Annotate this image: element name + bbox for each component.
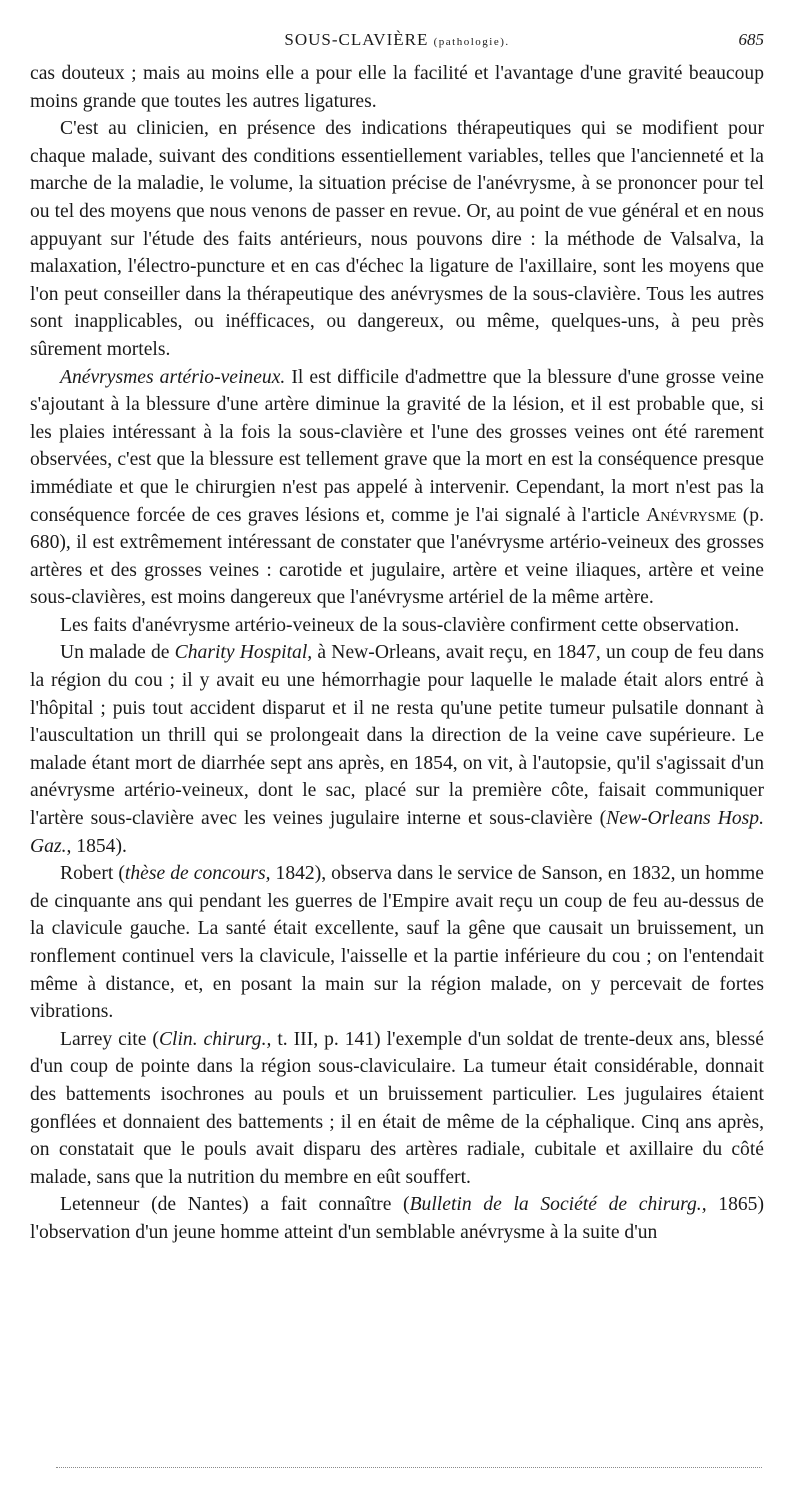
running-header [30, 30, 764, 52]
citation: New-Orleans Hosp. Gaz. [30, 808, 764, 857]
paragraph: Robert (thèse de concours, 1842), observa dans le service de Sanson, en 1832, un homme de cinquante ans qui pendant les guerres de l'Empire avait reçu un coup de feu au-dessus de la clavicule gauche. La santé était excellente, sauf la gêne que causait un bruissement, un ronflement continuel vers la clavicule, l'aisselle et la partie inférieure du cou ; on l'entendait même à distance, et, en posant la main sur la région malade, on y percevait de fortes vibrations. [30, 863, 764, 1023]
header-subtitle: (pathologie). [433, 36, 510, 48]
paragraph: Les faits d'anévrysme artério-veineux de la sous-clavière confirment cette observation. [60, 614, 740, 636]
citation: Clin. chirurg., [158, 1028, 272, 1050]
paragraph: Larrey cite (Clin. chirurg., t. III, p. 141) l'exemple d'un soldat de trente-deux ans, blessé d'un coup de pointe dans la région sous-claviculaire. La tumeur était considérable, donnait des battements isochrones au pouls et un bruissement particulier. Les jugulaires étaient gonflées et donnaient des battements ; il en était de même de la céphalique. Cinq ans après, on constatait que le pouls avait disparu des artères radiale, cubitale et axillaire du côté malade, sans que la nutrition du membre en eût souffert. [30, 1028, 765, 1188]
citation: Bulletin de la Société de chirurg., [409, 1194, 707, 1216]
cross-reference: Anévrysme [646, 504, 737, 526]
paragraph: C'est au clinicien, en présence des indications thérapeutiques qui se modifient pour chaque malade, suivant des conditions essentiellement variables, telles que l'ancienneté et la marche de la maladie, le volume, la situation précise de l'anévrysme, à se prononcer pour tel ou tel des moyens que nous venons de passer en revue. Or, au point de vue général et en nous appuyant sur l'étude des faits antérieurs, nous pouvons dire : la méthode de Valsalva, la malaxation, l'électro-puncture et en cas d'échec la ligature de l'axillaire, sont les moyens que l'on peut conseiller dans la thérapeutique des anévrysmes de la sous-clavière. Tous les autres sont inapplicables, ou inéfficaces, ou dangereux, ou même, quelques-uns, à peu près sûrement mortels. [30, 118, 764, 360]
header-title [30, 30, 764, 50]
footer-rule [56, 1467, 762, 1468]
citation: Charity Hospital, [174, 642, 313, 664]
paragraph: Anévrysmes artério-veineux. Il est difficile d'admettre que la blessure d'une grosse veine s'ajoutant à la blessure d'une artère diminue la gravité de la lésion, et il est probable que, si les plaies intéressant à la fois la sous-clavière et l'une des grosses veines ont été rarement observées, c'est que la blessure est tellement grave que la mort en est la conséquence presque immédiate et que le chirurgien n'est pas appelé à intervenir. Cependant, la mort n'est pas la conséquence forcée de ces graves lésions et, comme je l'ai signalé à l'article Anévrysme (p. 680), il est extrêmement intéressant de constater que l'anévrysme artério-veineux des grosses artères et des grosses veines : carotide et jugulaire, artère et veine iliaques, artère et veine sous-clavières, est moins dangereux que l'anévrysme artériel de la même artère. [30, 366, 765, 609]
paragraph: Un malade de Charity Hospital, à New-Orleans, avait reçu, en 1847, un coup de feu dans la région du cou ; il y avait eu une hémorrhagie pour laquelle le malade était alors entré à l'hôpital ; puis tout accident disparut et il ne resta qu'une petite tumeur pulsatile donnant à l'auscultation un thrill qui se prolongeait dans la direction de la veine cave supérieure. Le malade étant mort de diarrhée sept ans après, en 1854, on vit, à l'autopsie, qu'il s'agissait d'un anévrysme artério-veineux, dont le sac, placé sur la première côte, faisait communiquer l'artère sous-clavière avec les veines jugulaire interne et sous-clavière (New-Orleans Hosp. Gaz., 1854). [30, 642, 765, 857]
body-text [30, 60, 764, 1247]
paragraph: Letenneur (de Nantes) a fait connaître (Bulletin de la Société de chirurg., 1865) l'observation d'un jeune homme atteint d'un semblable anévrysme à la suite d'un [30, 1194, 764, 1243]
paragraph: cas douteux ; mais au moins elle a pour elle la facilité et l'avantage d'une gravité beaucoup moins grande que toutes les autres ligatures. [30, 63, 764, 112]
citation: thèse de concours, [124, 863, 271, 885]
section-lead: Anévrysmes artério-veineux. [60, 366, 286, 388]
page-number: 685 [738, 30, 764, 49]
header-title-text: SOUS-CLAVIÈRE [284, 30, 429, 49]
page [30, 30, 764, 1247]
